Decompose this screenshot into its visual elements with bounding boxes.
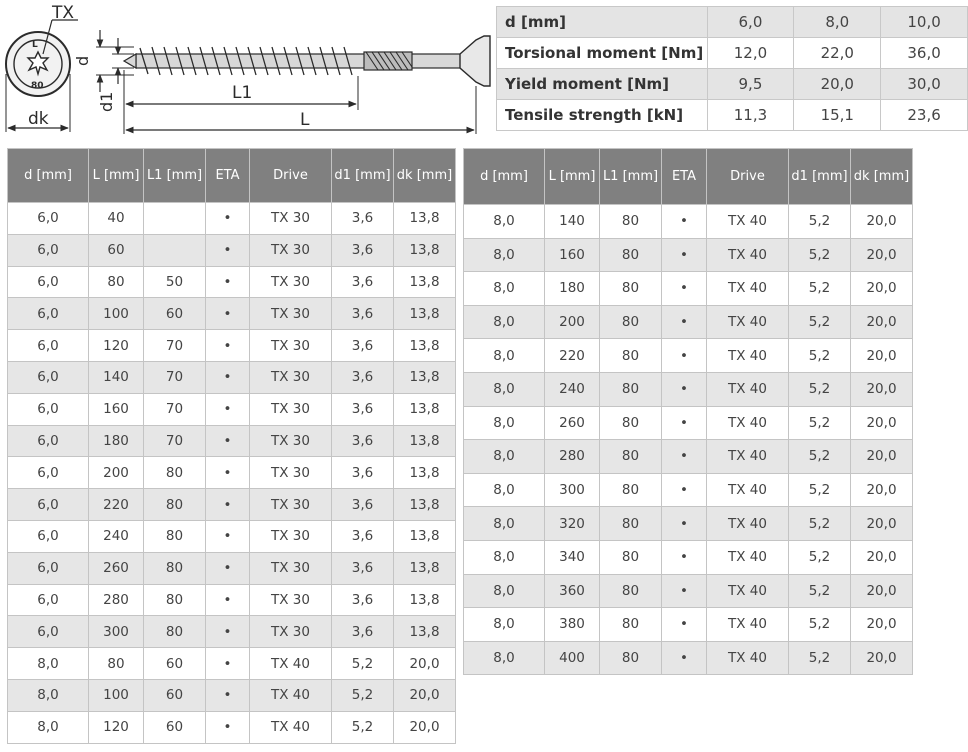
drive-cell: TX 40 [250,648,332,680]
d-cell: 8,0 [464,406,545,440]
l1-cell [144,203,206,235]
l1-cell: 80 [144,584,206,616]
drive-cell: TX 40 [707,272,789,306]
d-header: d [mm] [464,149,545,205]
eta-cell: • [662,305,707,339]
dk-cell: 20,0 [851,339,913,373]
table-row [8,520,456,552]
dk-cell: 20,0 [851,205,913,239]
d1-cell: 3,6 [332,425,394,457]
table-row [8,361,456,393]
d1-cell: 3,6 [332,520,394,552]
drive-cell: TX 30 [250,361,332,393]
table-row [8,489,456,521]
drive-cell: TX 30 [250,330,332,362]
l1-cell: 80 [600,205,662,239]
d-cell: 8,0 [464,205,545,239]
eta-cell: • [206,648,250,680]
l-cell: 360 [545,574,600,608]
d1-cell: 3,6 [332,393,394,425]
drive-cell: TX 40 [707,238,789,272]
dk-cell: 13,8 [394,298,456,330]
eta-cell: • [206,489,250,521]
table-row [464,440,913,474]
table-row [8,393,456,425]
l1-cell: 80 [600,339,662,373]
d1-cell: 5,2 [789,372,851,406]
l1-cell: 70 [144,330,206,362]
eta-cell: • [206,552,250,584]
d-cell: 8,0 [8,648,89,680]
d-cell: 8,0 [8,711,89,743]
l-cell: 300 [89,616,144,648]
l-cell: 60 [89,234,144,266]
drive-cell: TX 40 [707,641,789,675]
l-cell: 80 [89,648,144,680]
l-cell: 320 [545,507,600,541]
d-cell: 8,0 [464,540,545,574]
d-header: d [mm] [8,149,89,203]
dk-cell: 20,0 [394,679,456,711]
screw-head-end-view [6,32,70,96]
l1-cell: 80 [600,473,662,507]
dk-cell: 13,8 [394,616,456,648]
screw-side-view [124,36,490,86]
head-mark-80: 80 [31,81,44,91]
l-cell: 120 [89,711,144,743]
l1-header: L1 [mm] [600,149,662,205]
l-cell: 220 [545,339,600,373]
drive-cell: TX 40 [707,608,789,642]
table-row [8,711,456,743]
dk-label: dk [28,109,49,129]
table-row [8,298,456,330]
d1-cell: 3,6 [332,266,394,298]
drive-cell: TX 30 [250,552,332,584]
eta-cell: • [662,507,707,541]
d-cell: 8,0 [464,507,545,541]
l-header: L [mm] [545,149,600,205]
drive-header: Drive [250,149,332,203]
table-header-row [8,149,456,203]
property-label: Torsional moment [Nm] [497,38,708,69]
d-cell: 8,0 [464,440,545,474]
drive-header: Drive [707,149,789,205]
dk-cell: 20,0 [851,574,913,608]
l1-cell: 70 [144,393,206,425]
table-row [464,238,913,272]
d1-cell: 5,2 [332,711,394,743]
d-cell: 6,0 [8,393,89,425]
property-value: 36,0 [881,38,968,69]
torsional-moment-row [497,38,968,69]
l1-cell: 80 [144,520,206,552]
property-value: 23,6 [881,100,968,131]
d-cell: 8,0 [464,238,545,272]
d1-cell: 5,2 [789,574,851,608]
eta-cell: • [662,272,707,306]
l-cell: 80 [89,266,144,298]
table-row [464,372,913,406]
table-row [8,425,456,457]
drive-cell: TX 30 [250,234,332,266]
l1-cell: 80 [600,574,662,608]
l1-cell: 80 [144,616,206,648]
table-row [8,457,456,489]
drive-cell: TX 40 [707,574,789,608]
drive-cell: TX 40 [707,507,789,541]
eta-cell: • [662,540,707,574]
d1-cell: 5,2 [789,608,851,642]
dk-cell: 13,8 [394,203,456,235]
drive-cell: TX 30 [250,203,332,235]
head-mark-l: L [32,40,38,50]
d1-cell: 5,2 [332,648,394,680]
eta-cell: • [662,238,707,272]
property-value: 11,3 [707,100,794,131]
table-row [464,507,913,541]
drive-cell: TX 40 [707,473,789,507]
eta-header: ETA [206,149,250,203]
drive-cell: TX 40 [250,711,332,743]
l1-cell: 80 [144,552,206,584]
table-row [8,616,456,648]
properties-header-row [497,7,968,38]
table-row [8,203,456,235]
l-cell: 240 [89,520,144,552]
drive-cell: TX 30 [250,584,332,616]
dk-cell: 13,8 [394,425,456,457]
d1-header: d1 [mm] [789,149,851,205]
table-row [464,406,913,440]
d1-cell: 5,2 [789,305,851,339]
l1-cell: 60 [144,648,206,680]
drive-cell: TX 40 [707,372,789,406]
l1-cell: 80 [600,272,662,306]
l-cell: 180 [545,272,600,306]
dk-cell: 13,8 [394,520,456,552]
dk-cell: 13,8 [394,234,456,266]
l1-cell: 60 [144,711,206,743]
table-row [464,540,913,574]
d1-cell: 3,6 [332,203,394,235]
dk-cell: 20,0 [851,238,913,272]
d-label: d [73,55,92,66]
d-cell: 6,0 [8,584,89,616]
l-cell: 100 [89,298,144,330]
table-row [8,266,456,298]
eta-cell: • [662,608,707,642]
l-cell: 180 [89,425,144,457]
eta-cell: • [662,473,707,507]
l1-cell: 80 [600,608,662,642]
l-cell: 140 [545,205,600,239]
drive-cell: TX 40 [707,540,789,574]
property-value: 30,0 [881,69,968,100]
l1-cell: 80 [600,372,662,406]
drive-cell: TX 30 [250,266,332,298]
table-row [464,473,913,507]
eta-cell: • [662,440,707,474]
d1-cell: 3,6 [332,361,394,393]
table-row [464,608,913,642]
dk-cell: 13,8 [394,584,456,616]
l-cell: 260 [89,552,144,584]
eta-cell: • [206,266,250,298]
d1-cell: 3,6 [332,616,394,648]
l1-cell: 60 [144,679,206,711]
l1-cell [144,234,206,266]
d-cell: 6,0 [8,552,89,584]
l-cell: 160 [545,238,600,272]
eta-cell: • [206,679,250,711]
d-cell: 8,0 [464,339,545,373]
l1-cell: 80 [144,457,206,489]
l1-header: L1 [mm] [144,149,206,203]
eta-cell: • [206,425,250,457]
eta-cell: • [206,330,250,362]
d-cell: 8,0 [464,608,545,642]
product-table-right [463,148,913,675]
l-cell: 160 [89,393,144,425]
dk-cell: 13,8 [394,361,456,393]
d1-header: d1 [mm] [332,149,394,203]
dk-cell: 13,8 [394,457,456,489]
d1-cell: 5,2 [789,406,851,440]
drive-cell: TX 40 [707,406,789,440]
property-label: Yield moment [Nm] [497,69,708,100]
d-cell: 8,0 [464,641,545,675]
dk-cell: 20,0 [851,372,913,406]
drive-cell: TX 40 [250,679,332,711]
l1-cell: 80 [600,641,662,675]
d1-cell: 3,6 [332,584,394,616]
l-cell: 140 [89,361,144,393]
properties-header-value: 8,0 [794,7,881,38]
properties-header-value: 10,0 [881,7,968,38]
d-cell: 6,0 [8,298,89,330]
product-table-left [7,148,456,744]
l1-cell: 80 [144,489,206,521]
property-value: 20,0 [794,69,881,100]
l1-cell: 80 [600,238,662,272]
l-cell: 340 [545,540,600,574]
dk-cell: 13,8 [394,330,456,362]
eta-cell: • [662,205,707,239]
table-row [8,330,456,362]
d-cell: 8,0 [464,272,545,306]
d-cell: 6,0 [8,520,89,552]
eta-cell: • [206,203,250,235]
l1-cell: 80 [600,507,662,541]
l1-cell: 80 [600,406,662,440]
l-header: L [mm] [89,149,144,203]
d1-cell: 5,2 [789,205,851,239]
d1-cell: 5,2 [789,238,851,272]
l-cell: 220 [89,489,144,521]
drive-cell: TX 30 [250,616,332,648]
l1-cell: 80 [600,305,662,339]
table-header-row [464,149,913,205]
eta-cell: • [206,234,250,266]
dk-header: dk [mm] [851,149,913,205]
dk-cell: 20,0 [851,406,913,440]
l1-cell: 70 [144,361,206,393]
properties-header-label: d [mm] [497,7,708,38]
dk-header: dk [mm] [394,149,456,203]
dk-cell: 20,0 [851,641,913,675]
l1-cell: 50 [144,266,206,298]
property-label: Tensile strength [kN] [497,100,708,131]
table-row [464,339,913,373]
d-cell: 8,0 [464,574,545,608]
d-cell: 6,0 [8,234,89,266]
d1-cell: 5,2 [789,272,851,306]
table-row [464,205,913,239]
l1-label: L1 [232,83,253,103]
d-cell: 6,0 [8,457,89,489]
property-value: 22,0 [794,38,881,69]
eta-cell: • [662,339,707,373]
table-row [464,574,913,608]
d-cell: 6,0 [8,203,89,235]
eta-cell: • [206,361,250,393]
l-cell: 280 [89,584,144,616]
dk-cell: 20,0 [851,507,913,541]
eta-cell: • [206,298,250,330]
eta-cell: • [662,372,707,406]
d1-cell: 3,6 [332,552,394,584]
dk-cell: 13,8 [394,489,456,521]
d1-cell: 5,2 [789,507,851,541]
l-cell: 380 [545,608,600,642]
drive-cell: TX 30 [250,298,332,330]
tx-label: TX [52,3,75,23]
l-cell: 200 [545,305,600,339]
d-cell: 6,0 [8,425,89,457]
d-cell: 6,0 [8,489,89,521]
d-cell: 6,0 [8,361,89,393]
drive-cell: TX 30 [250,425,332,457]
d1-cell: 5,2 [789,473,851,507]
drive-cell: TX 40 [707,305,789,339]
l-cell: 120 [89,330,144,362]
eta-cell: • [662,406,707,440]
dk-cell: 20,0 [394,648,456,680]
eta-cell: • [662,574,707,608]
eta-cell: • [206,393,250,425]
eta-cell: • [206,457,250,489]
drive-cell: TX 30 [250,393,332,425]
d1-cell: 3,6 [332,298,394,330]
dk-cell: 13,8 [394,393,456,425]
d1-cell: 5,2 [789,440,851,474]
d-cell: 6,0 [8,616,89,648]
property-value: 12,0 [707,38,794,69]
table-row [464,305,913,339]
d1-cell: 5,2 [789,641,851,675]
drive-cell: TX 40 [707,440,789,474]
screw-technical-drawing [0,0,492,142]
eta-cell: • [206,584,250,616]
eta-cell: • [206,711,250,743]
dk-cell: 20,0 [394,711,456,743]
d1-cell: 5,2 [789,339,851,373]
drive-cell: TX 40 [707,339,789,373]
dk-cell: 13,8 [394,266,456,298]
d-cell: 8,0 [464,372,545,406]
l-cell: 300 [545,473,600,507]
l1-cell: 80 [600,540,662,574]
dk-cell: 20,0 [851,440,913,474]
drive-cell: TX 30 [250,489,332,521]
d1-cell: 3,6 [332,234,394,266]
d1-cell: 5,2 [332,679,394,711]
d1-cell: 3,6 [332,330,394,362]
l-cell: 260 [545,406,600,440]
l1-cell: 80 [600,440,662,474]
l-cell: 200 [89,457,144,489]
dk-cell: 20,0 [851,608,913,642]
l-cell: 240 [545,372,600,406]
table-row [8,552,456,584]
property-value: 15,1 [794,100,881,131]
table-row [8,234,456,266]
yield-moment-row [497,69,968,100]
l-cell: 280 [545,440,600,474]
eta-cell: • [206,520,250,552]
l1-cell: 60 [144,298,206,330]
l-cell: 40 [89,203,144,235]
d-cell: 8,0 [464,473,545,507]
d-cell: 6,0 [8,330,89,362]
dk-cell: 20,0 [851,305,913,339]
eta-cell: • [206,616,250,648]
dk-cell: 20,0 [851,540,913,574]
table-row [8,584,456,616]
table-row [464,272,913,306]
property-value: 9,5 [707,69,794,100]
table-row [8,648,456,680]
d-cell: 8,0 [464,305,545,339]
dk-cell: 20,0 [851,272,913,306]
table-row [8,679,456,711]
drive-cell: TX 30 [250,457,332,489]
d1-cell: 3,6 [332,457,394,489]
l1-cell: 70 [144,425,206,457]
d1-cell: 3,6 [332,489,394,521]
table-row [464,641,913,675]
eta-cell: • [662,641,707,675]
tensile-strength-row [497,100,968,131]
eta-header: ETA [662,149,707,205]
l-cell: 400 [545,641,600,675]
mechanical-properties-table [496,6,968,131]
drive-cell: TX 30 [250,520,332,552]
l-label: L [300,110,310,130]
l-cell: 100 [89,679,144,711]
dk-cell: 13,8 [394,552,456,584]
d-cell: 8,0 [8,679,89,711]
dk-cell: 20,0 [851,473,913,507]
properties-header-value: 6,0 [707,7,794,38]
d-cell: 6,0 [8,266,89,298]
d1-label: d1 [97,91,116,112]
drive-cell: TX 40 [707,205,789,239]
d1-cell: 5,2 [789,540,851,574]
